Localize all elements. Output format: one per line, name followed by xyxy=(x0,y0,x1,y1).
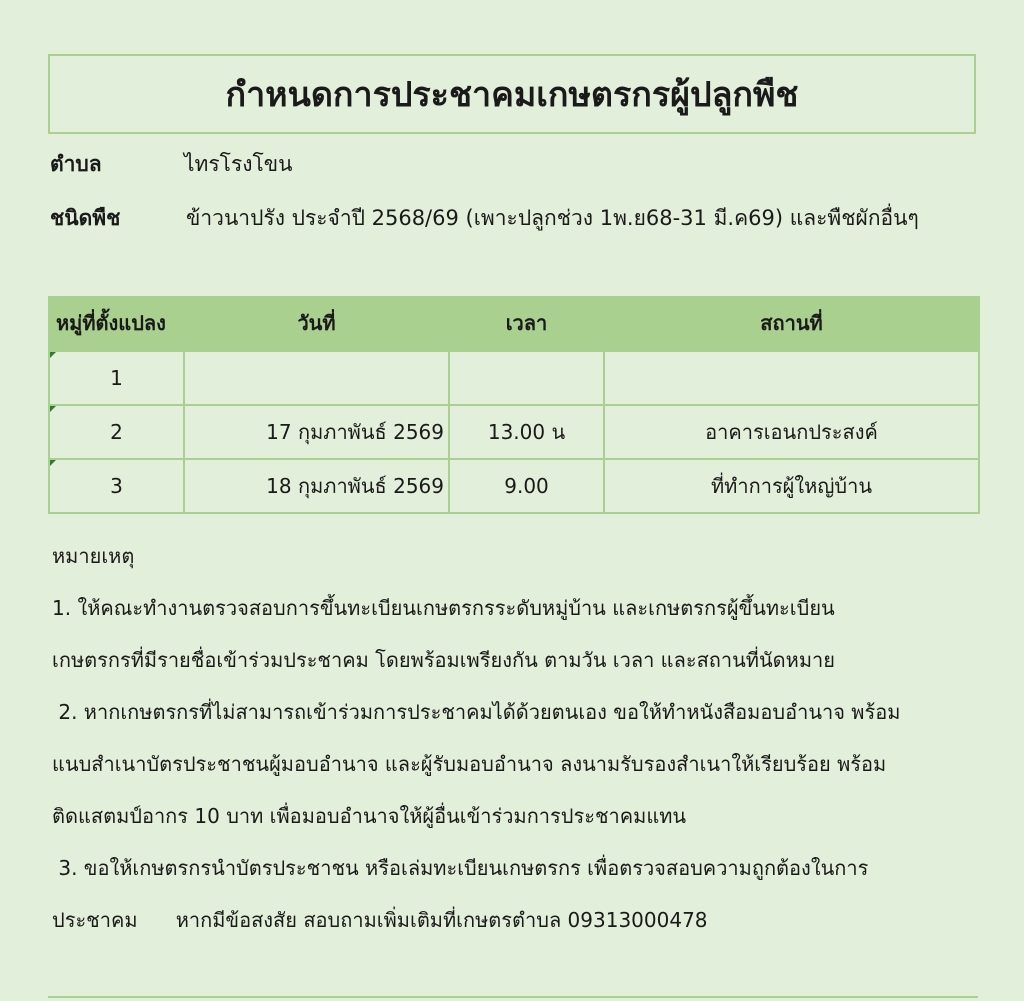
cell-moo[interactable]: 2 xyxy=(49,405,184,459)
note-line: 1. ให้คณะทำงานตรวจสอบการขึ้นทะเบียนเกษตรกรระดับหมู่บ้าน และเกษตรกรผู้ขึ้นทะเบียน xyxy=(52,596,835,620)
bottom-divider xyxy=(48,996,978,998)
cell-time[interactable]: 13.00 น xyxy=(449,405,604,459)
header-place: สถานที่ xyxy=(604,296,979,351)
cell-place[interactable]: อาคารเอนกประสงค์ xyxy=(604,405,979,459)
cell-date[interactable] xyxy=(184,351,449,405)
table-row xyxy=(49,351,979,405)
notes-section xyxy=(52,530,972,946)
tambon-label: ตำบล xyxy=(50,152,102,176)
cell-place[interactable]: ที่ทำการผู้ใหญ่บ้าน xyxy=(604,459,979,513)
schedule-table xyxy=(48,296,980,514)
cell-date[interactable]: 17 กุมภาพันธ์ 2569 xyxy=(184,405,449,459)
tambon-value: ไทรโรงโขน xyxy=(184,152,293,176)
page-title xyxy=(48,54,976,134)
crop-value: ข้าวนาปรัง ประจำปี 2568/69 (เพาะปลูกช่วง 1พ.ย68-31 มี.ค69) และพืชผักอื่นๆ xyxy=(186,206,919,230)
note-line: 3. ขอให้เกษตรกรนำบัตรประชาชน หรือเล่มทะเบียนเกษตรกร เพื่อตรวจสอบความถูกต้องในการ xyxy=(52,856,869,880)
cell-moo[interactable]: 1 xyxy=(49,351,184,405)
note-line: ติดแสตมป์อากร 10 บาท เพื่อมอบอำนาจให้ผู้อื่นเข้าร่วมการประชาคมแทน xyxy=(52,804,687,828)
notes-heading: หมายเหตุ xyxy=(52,544,135,568)
table-row xyxy=(49,459,979,513)
header-date: วันที่ xyxy=(184,296,449,351)
cell-date[interactable]: 18 กุมภาพันธ์ 2569 xyxy=(184,459,449,513)
cell-time[interactable]: 9.00 xyxy=(449,459,604,513)
cell-place[interactable] xyxy=(604,351,979,405)
header-moo: หมู่ที่ตั้งแปลง xyxy=(49,296,184,351)
cell-time[interactable] xyxy=(449,351,604,405)
header-time: เวลา xyxy=(449,296,604,351)
crop-label: ชนิดพืช xyxy=(50,206,121,230)
cell-moo[interactable]: 3 xyxy=(49,459,184,513)
page-title-text: กำหนดการประชาคมเกษตรกรผู้ปลูกพืช xyxy=(225,75,799,115)
note-line: เกษตรกรที่มีรายชื่อเข้าร่วมประชาคม โดยพร้อมเพรียงกัน ตามวัน เวลา และสถานที่นัดหมาย xyxy=(52,648,835,672)
note-line: 2. หากเกษตรกรที่ไม่สามารถเข้าร่วมการประชาคมได้ด้วยตนเอง ขอให้ทำหนังสือมอบอำนาจ พร้อม xyxy=(52,700,901,724)
table-row xyxy=(49,405,979,459)
note-line: แนบสำเนาบัตรประชาชนผู้มอบอำนาจ และผู้รับมอบอำนาจ ลงนามรับรองสำเนาให้เรียบร้อย พร้อม xyxy=(52,752,887,776)
table-header-row xyxy=(49,296,979,351)
note-line: ประชาคม หากมีข้อสงสัย สอบถามเพิ่มเติมที่เกษตรตำบล 09313000478 xyxy=(52,908,708,932)
